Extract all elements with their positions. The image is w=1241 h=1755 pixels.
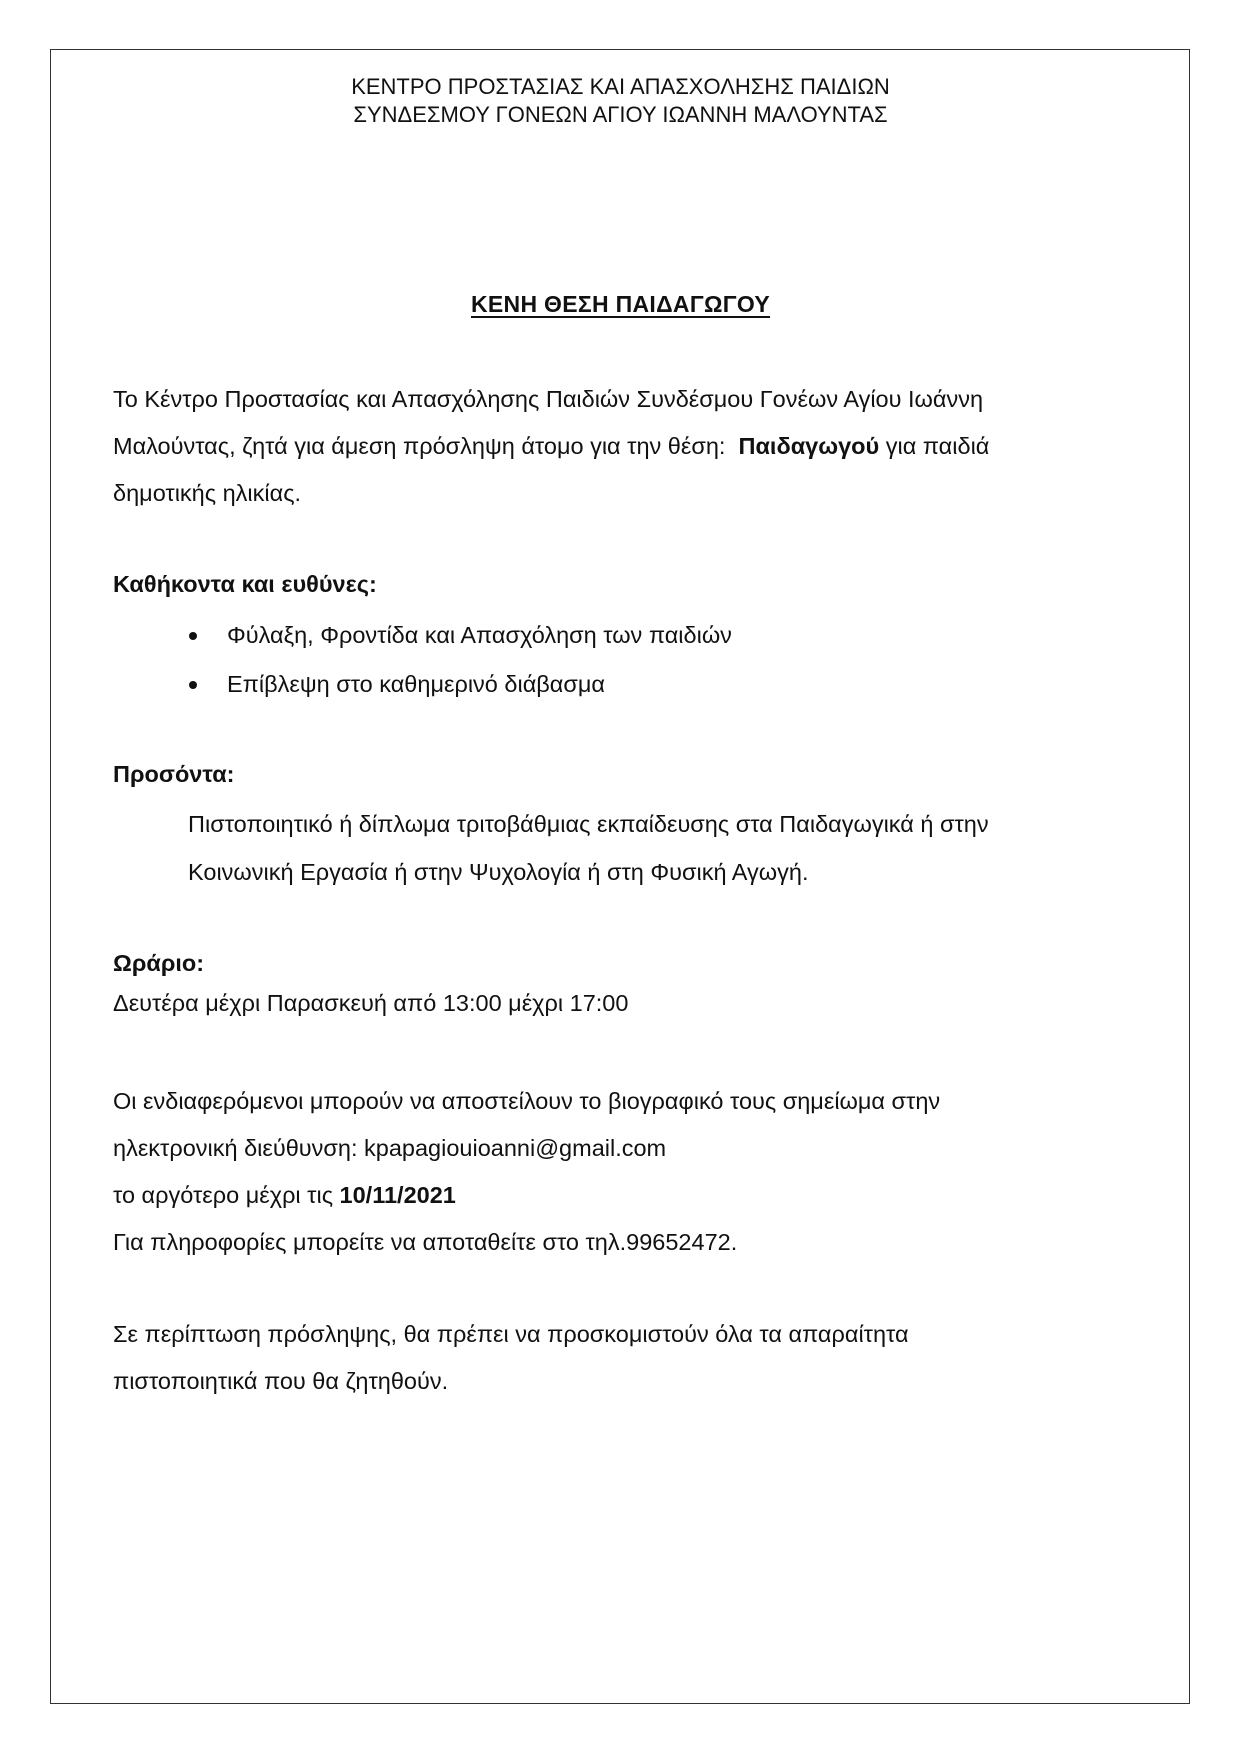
application-line-1: Οι ενδιαφερόμενοι μπορούν να αποστείλουν το βιογραφικό τους σημείωμα στην: [113, 1088, 941, 1114]
qualifications-heading: Προσόντα:: [113, 761, 235, 787]
schedule-text: Δευτέρα μέχρι Παρασκευή από 13:00 μέχρι 17:00: [113, 990, 629, 1016]
qualifications-line-1: Πιστοποιητικό ή δίπλωμα τριτοβάθμιας εκπαίδευσης στα Παιδαγωγικά ή στην: [188, 811, 989, 837]
application-email-line: ηλεκτρονική διεύθυνση: kpapagiouioanni@gmail.com: [113, 1135, 667, 1161]
bullet-icon: [189, 632, 197, 640]
duties-list: [113, 611, 732, 709]
intro-line-2: [113, 423, 1133, 470]
duty-text: Φύλαξη, Φροντίδα και Απασχόληση των παιδιών: [227, 622, 732, 648]
organization-name-line-2: ΣΥΝΔΕΣΜΟΥ ΓΟΝΕΩΝ ΑΓΙΟΥ ΙΩΑΝΝΗ ΜΑΛΟΥΝΤΑΣ: [353, 102, 888, 127]
closing-paragraph: [113, 1311, 1133, 1405]
deadline-line: [113, 1172, 1133, 1219]
document-title: ΚΕΝΗ ΘΕΣΗ ΠΑΙΔΑΓΩΓΟΥ: [470, 291, 771, 317]
closing-line-1: Σε περίπτωση πρόσληψης, θα πρέπει να προσκομιστούν όλα τα απαραίτητα: [113, 1321, 909, 1347]
application-paragraph: [113, 1078, 1133, 1266]
organization-name-line-1: ΚΕΝΤΡΟ ΠΡΟΣΤΑΣΙΑΣ ΚΑΙ ΑΠΑΣΧΟΛΗΣΗΣ ΠΑΙΔΙΩΝ: [351, 74, 890, 99]
intro-line-2-tail: για παιδιά: [885, 433, 990, 459]
qualifications-line-2: Κοινωνική Εργασία ή στην Ψυχολογία ή στη Φυσική Αγωγή.: [188, 859, 809, 885]
position-name: Παιδαγωγού: [738, 433, 880, 459]
intro-line-1: Το Κέντρο Προστασίας και Απασχόλησης Παιδιών Συνδέσμου Γονέων Αγίου Ιωάννη: [113, 386, 984, 412]
bullet-icon: [189, 681, 197, 689]
qualifications-text: [188, 800, 1148, 896]
list-item: [113, 660, 732, 709]
list-item: [113, 611, 732, 660]
schedule-heading: Ωράριο:: [113, 950, 205, 976]
duty-text: Επίβλεψη στο καθημερινό διάβασμα: [227, 671, 606, 697]
deadline-date: 10/11/2021: [339, 1182, 456, 1208]
deadline-prefix: το αργότερο μέχρι τις: [113, 1182, 334, 1208]
intro-line-3: δημοτικής ηλικίας.: [113, 480, 302, 506]
duties-heading: Καθήκοντα και ευθύνες:: [113, 571, 377, 597]
closing-line-2: πιστοποιητικά που θα ζητηθούν.: [113, 1368, 449, 1394]
contact-phone-line: Για πληροφορίες μπορείτε να αποταθείτε στο τηλ.99652472.: [113, 1229, 738, 1255]
intro-line-2-text: Μαλούντας, ζητά για άμεση πρόσληψη άτομο για την θέση:: [113, 433, 726, 459]
intro-paragraph: [113, 376, 1133, 517]
